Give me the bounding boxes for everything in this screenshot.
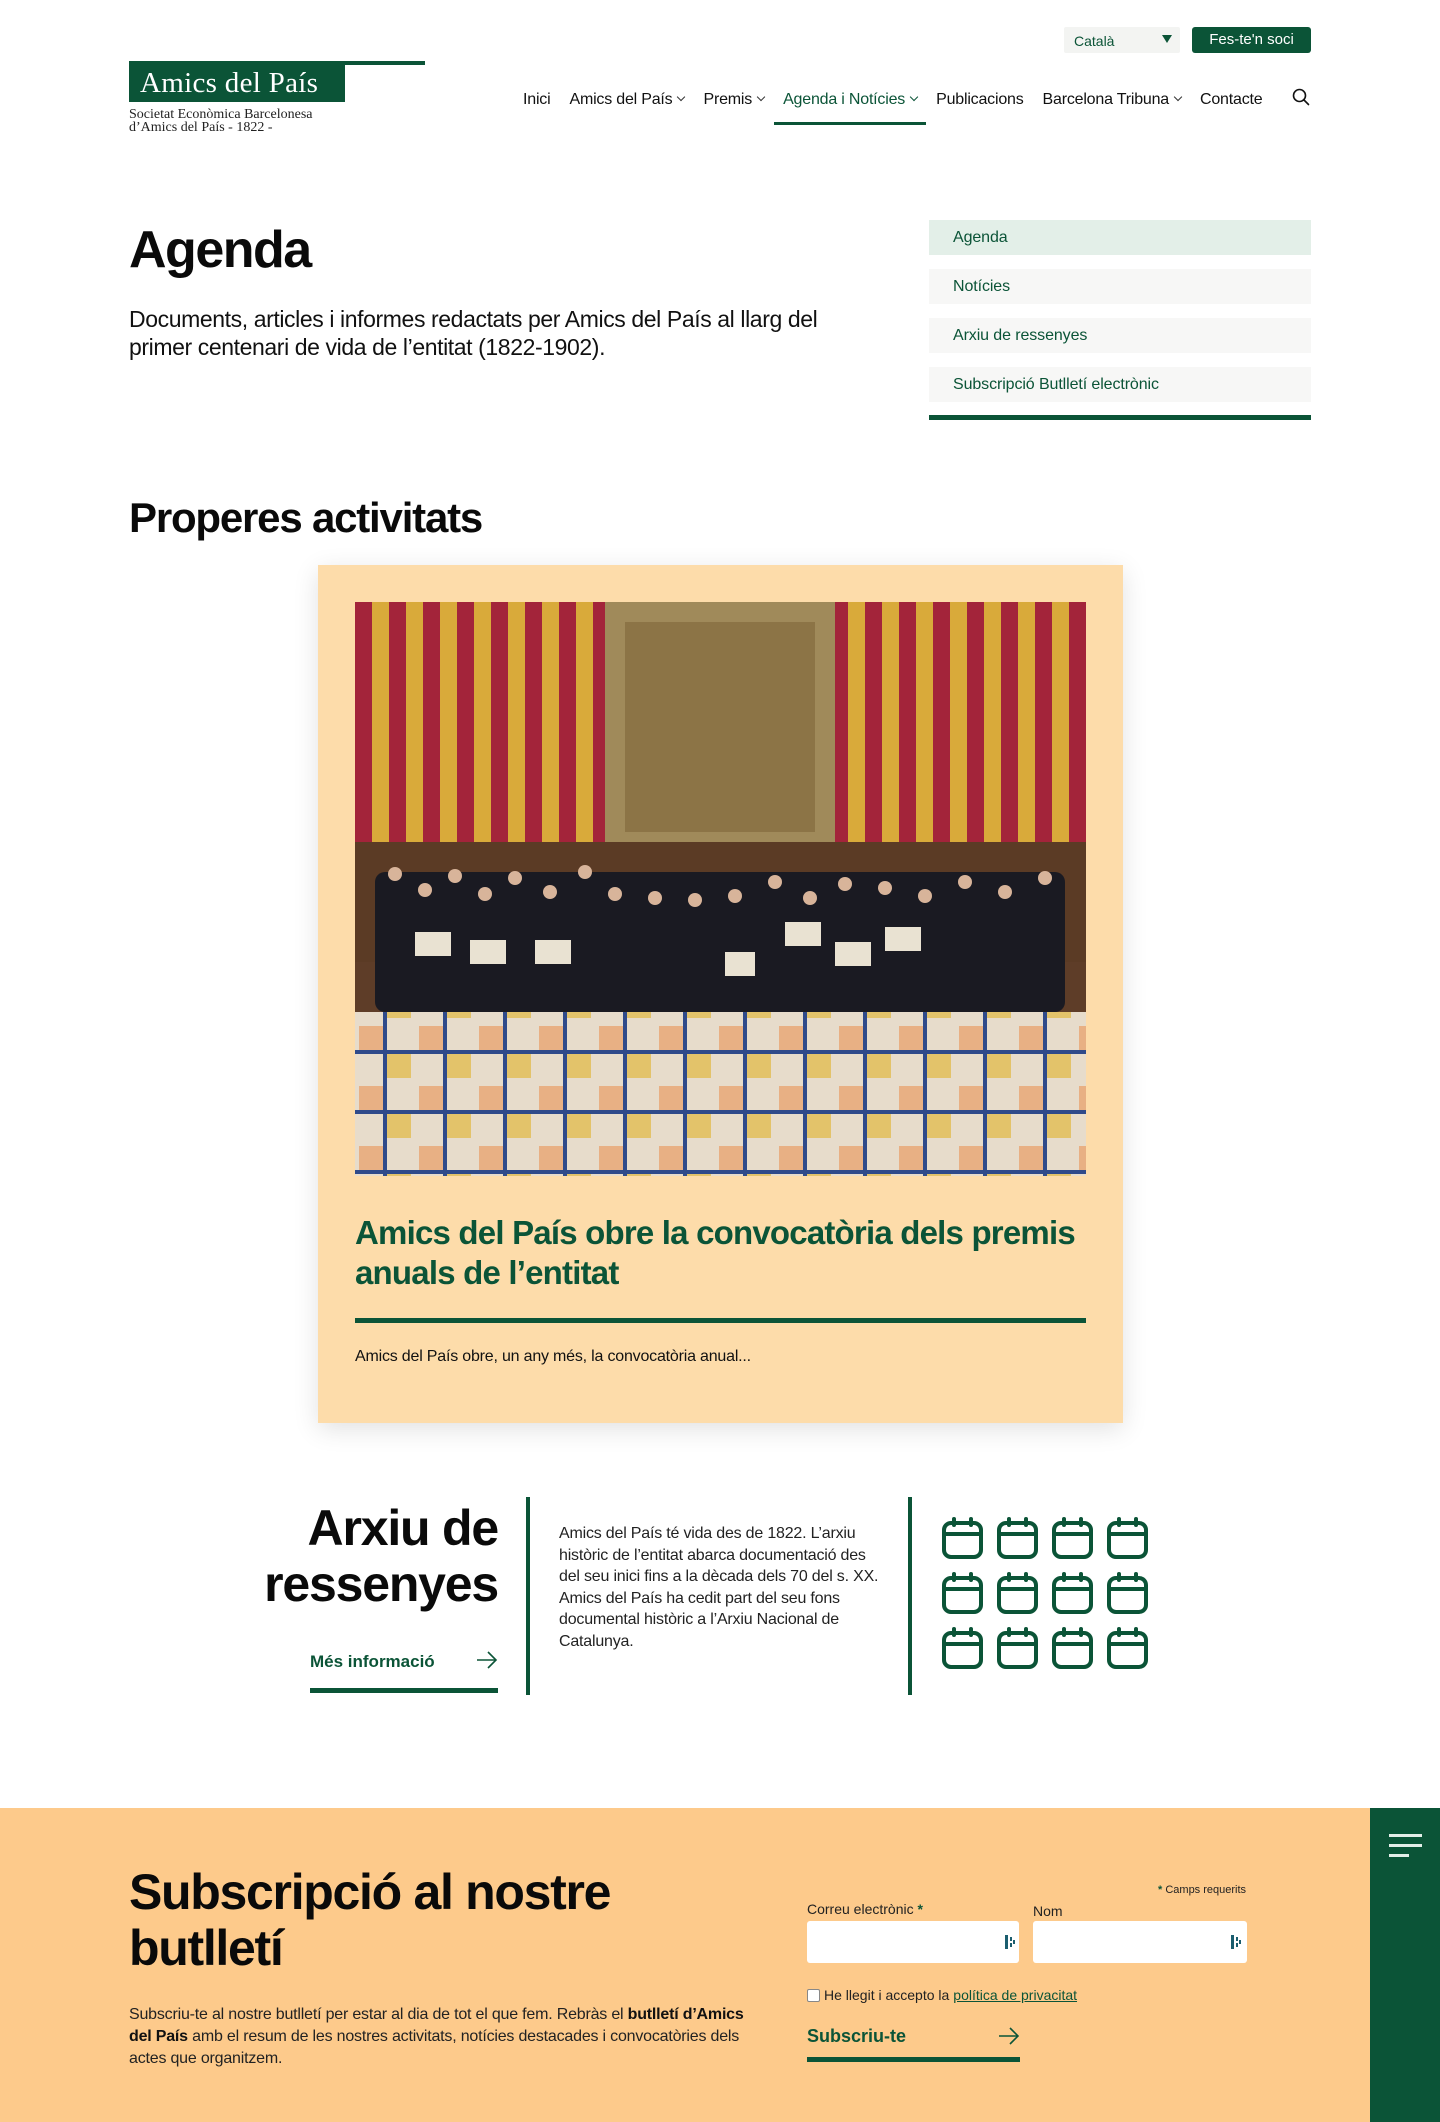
calendar-icon [941, 1572, 984, 1615]
nav-label: Premis [703, 91, 753, 108]
nav-item-contacte[interactable] [1200, 91, 1262, 109]
nav-label: Agenda i Notícies [783, 91, 906, 108]
archive-title-line2: ressenyes [264, 1556, 498, 1612]
nav-item-premis[interactable] [703, 91, 764, 109]
newsletter-section [0, 1808, 1370, 2122]
chevron-down-icon [1174, 93, 1182, 101]
subnav-item-noticies[interactable]: Notícies [929, 269, 1311, 304]
newsletter-text-part: Subscriu-te al nostre butlletí per estar al dia de tot el que fem. Rebràs el [129, 2006, 628, 2023]
nav-item-publicacions[interactable] [936, 91, 1023, 109]
newsletter-text-bold: butlletí d’Amics del País [129, 2006, 744, 2045]
event-title[interactable]: Amics del País obre la convocatòria dels premis anuals de l’entitat [355, 1214, 1075, 1291]
calendar-icon [1106, 1517, 1149, 1560]
page-lead: Documents, articles i informes redactats per Amics del País al llarg del primer centenari de vida de l’entitat (1822-1902). [129, 306, 818, 360]
subnav-item-arxiu-ressenyes[interactable]: Arxiu de ressenyes [929, 318, 1311, 353]
caret-down-icon [1162, 35, 1172, 43]
required-fields-note [1158, 1884, 1246, 1896]
nav-item-inici[interactable] [523, 91, 550, 109]
privacy-consent [807, 1987, 1077, 2003]
subnav-item-agenda[interactable]: Agenda [929, 220, 1311, 255]
menu-icon [1389, 1834, 1422, 1864]
upcoming-title: Properes activitats [129, 494, 483, 541]
nav-item-amics-del-pais[interactable] [569, 91, 684, 109]
logo-subtitle-line1: Societat Econòmica Barcelonesa [129, 107, 313, 122]
calendar-icon [1051, 1627, 1094, 1670]
archive-divider-left [526, 1497, 530, 1695]
chevron-down-icon [757, 93, 765, 101]
subnav-item-subscripcio-butlleti[interactable]: Subscripció Butlletí electrònic [929, 367, 1311, 402]
arrow-right-icon [998, 2026, 1020, 2046]
privacy-policy-link[interactable]: política de privacitat [953, 1987, 1078, 2003]
logo-subtitle [129, 108, 312, 134]
subscribe-button[interactable] [807, 2026, 1020, 2064]
calendar-icon [1051, 1517, 1094, 1560]
subscribe-label: Subscriu-te [807, 2026, 907, 2046]
event-photo-illustration [355, 602, 1086, 1176]
name-label: Nom [1033, 1903, 1063, 1919]
calendar-icon [1106, 1572, 1149, 1615]
email-label-text: Correu electrònic [807, 1901, 914, 1917]
email-field[interactable] [807, 1921, 1019, 1963]
calendar-icon [996, 1517, 1039, 1560]
calendar-icon [941, 1627, 984, 1670]
name-field[interactable] [1033, 1921, 1247, 1963]
logo-title: Amics del País [129, 65, 345, 102]
calendar-icon [996, 1627, 1039, 1670]
subnav-rule [929, 415, 1311, 420]
chevron-down-icon [677, 93, 685, 101]
section-subnav [929, 220, 1311, 420]
language-selected-value: Català [1074, 33, 1115, 49]
privacy-checkbox[interactable] [807, 1989, 820, 2002]
nav-label: Publicacions [936, 91, 1024, 108]
page-title: Agenda [129, 221, 311, 279]
event-card[interactable] [318, 565, 1123, 1423]
password-manager-icon[interactable] [1004, 1934, 1016, 1950]
consent-text: He llegit i accepto la [824, 1987, 950, 2003]
event-excerpt: Amics del País obre, un any més, la convocatòria anual... [355, 1348, 751, 1365]
required-star: * [1158, 1884, 1163, 1896]
calendar-icon-grid [941, 1517, 1149, 1670]
archive-divider-right [908, 1497, 912, 1695]
nav-item-agenda-i-noticies[interactable] [783, 91, 917, 109]
more-info-link[interactable] [310, 1652, 498, 1694]
required-note-text: Camps requerits [1165, 1884, 1247, 1896]
nav-label: Barcelona Tribuna [1042, 91, 1169, 108]
more-info-underline [310, 1688, 498, 1693]
nav-label: Contacte [1200, 91, 1263, 108]
archive-title-line1: Arxiu de [307, 1500, 498, 1556]
nav-label: Amics del País [569, 91, 673, 108]
calendar-icon [996, 1572, 1039, 1615]
site-header [0, 0, 1440, 160]
calendar-icon [1106, 1627, 1149, 1670]
password-manager-icon[interactable] [1230, 1934, 1242, 1950]
search-icon[interactable] [1292, 88, 1310, 106]
event-image[interactable] [355, 602, 1086, 1176]
calendar-icon [1051, 1572, 1094, 1615]
side-menu-toggle[interactable] [1370, 1808, 1440, 2122]
newsletter-description [129, 2004, 749, 2070]
newsletter-text-part: amb el resum de les nostres activitats, notícies destacades i convocatòries dels actes que organitzem. [129, 2028, 740, 2067]
more-info-label: Més informació [310, 1652, 435, 1671]
become-member-button[interactable]: Fes-te'n soci [1192, 27, 1311, 53]
subscribe-underline [807, 2057, 1020, 2062]
required-star: * [917, 1901, 923, 1917]
calendar-icon [941, 1517, 984, 1560]
nav-item-barcelona-tribuna[interactable] [1043, 91, 1181, 109]
nav-label: Inici [523, 91, 551, 108]
language-select[interactable] [1064, 27, 1180, 53]
chevron-down-icon [910, 93, 918, 101]
event-rule [355, 1318, 1086, 1323]
email-label [807, 1901, 923, 1917]
logo-subtitle-line2: d’Amics del País - 1822 - [129, 120, 273, 135]
newsletter-title: Subscripció al nostre butlletí [129, 1864, 611, 1976]
arrow-right-icon [476, 1650, 498, 1670]
archive-title [240, 1500, 498, 1612]
main-nav [523, 88, 1281, 112]
archive-description: Amics del País té vida des de 1822. L’arxiu històric de l’entitat abarca documentació des del seu inici fins a la dècada dels 70 del s. XX. Amics del País ha cedit part del seu fons documental històric a l’Arxiu Nacional de Catalunya. [559, 1525, 879, 1650]
